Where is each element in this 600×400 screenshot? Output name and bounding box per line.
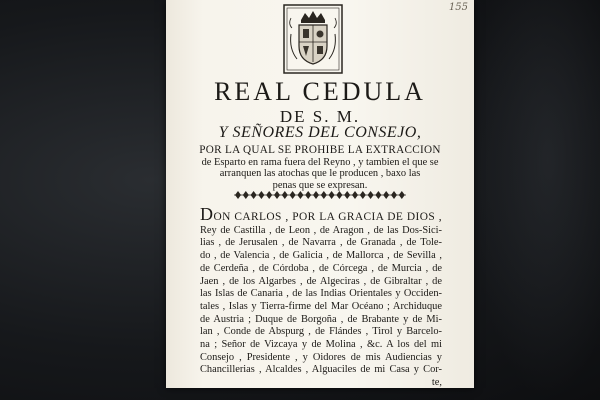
glass-reflection <box>470 0 600 400</box>
document-title: REAL CEDULA <box>214 77 426 106</box>
divider-ornament <box>368 191 374 199</box>
divider-ornament <box>290 191 296 199</box>
body-line: Consejo , Presidente , y Oidores de mis Audiencias y <box>200 351 442 363</box>
body-line: Chancillerias , Alcaldes , Alguaciles de mi Casa y Cor- <box>200 364 442 376</box>
divider-ornament <box>266 191 272 199</box>
divider-ornament <box>329 191 335 199</box>
document-page <box>166 0 474 388</box>
divider-ornament <box>243 191 249 199</box>
divider-ornament <box>321 191 327 199</box>
body-line: te, <box>431 377 442 388</box>
divider-ornament <box>313 191 319 199</box>
folio-number: 155 <box>448 2 468 13</box>
body-line: lan , Conde de Abspurg , de Flándes , Tirol y Barcelo- <box>200 326 442 338</box>
body-line: tales , Islas y Tierra-firme del Mar Océano ; Archiduque <box>200 300 442 312</box>
divider-ornament <box>297 191 303 199</box>
body-opening-line <box>200 204 442 225</box>
body-line: de Austria ; Duque de Borgoña , de Brabante y de Mi- <box>200 313 442 325</box>
divider-ornament <box>336 191 342 199</box>
body-line: Jaen , de los Algarbes , de Algeciras , de Gibraltar , de <box>200 275 442 287</box>
body-line: na ; Señor de Vizcaya y de Molina , &c. A los del mi <box>200 339 442 351</box>
divider-ornament <box>375 191 381 199</box>
body-line: Rey de Castilla , de Leon , de Aragon , de las Dos-Sici- <box>200 224 442 236</box>
decree-line: de Esparto en rama fuera del Reyno , y tambien el que se <box>201 156 439 168</box>
divider-ornament <box>344 191 350 199</box>
body-line: do , de Valencia , de Galicia , de Mallorca , de Sevilla , <box>200 250 442 262</box>
divider-ornament <box>282 191 288 199</box>
divider-ornament <box>391 191 397 199</box>
divider-ornament <box>305 191 311 199</box>
divider-ornament <box>352 191 358 199</box>
decree-line: penas que se expresan. <box>272 179 368 191</box>
body-line: las Islas de Canaria , de las Indias Orientales y Occiden- <box>200 288 442 300</box>
divider-ornament <box>383 191 389 199</box>
divider-ornament <box>274 191 280 199</box>
body-line: de Cerdeña , de Córdoba , de Córcega , de Murcia , de <box>200 262 442 274</box>
divider-ornament <box>399 191 405 199</box>
divider-ornament <box>258 191 264 199</box>
royal-coat-of-arms-icon <box>283 4 343 74</box>
opening-smallcaps: ON CARLOS , POR LA GRACIA DE DIOS , <box>213 211 442 223</box>
divider-ornament <box>251 191 257 199</box>
decree-summary <box>192 145 448 191</box>
divider-ornament <box>360 191 366 199</box>
drop-initial: D <box>200 204 214 224</box>
document-subtitle: DE S. M. <box>279 107 361 126</box>
decree-body <box>200 204 442 388</box>
body-line: lias , de Jerusalen , de Navarra , de Granada , de Tole- <box>200 237 442 249</box>
decree-line: arranquen las atochas que le producen , baxo las <box>219 168 421 180</box>
divider-ornament <box>235 191 241 199</box>
ornamental-divider <box>234 190 406 200</box>
document-subtitle-council: Y SEÑORES DEL CONSEJO, <box>218 124 422 141</box>
decree-lead: POR LA QUAL SE PROHIBE LA EXTRACCION <box>199 144 441 156</box>
